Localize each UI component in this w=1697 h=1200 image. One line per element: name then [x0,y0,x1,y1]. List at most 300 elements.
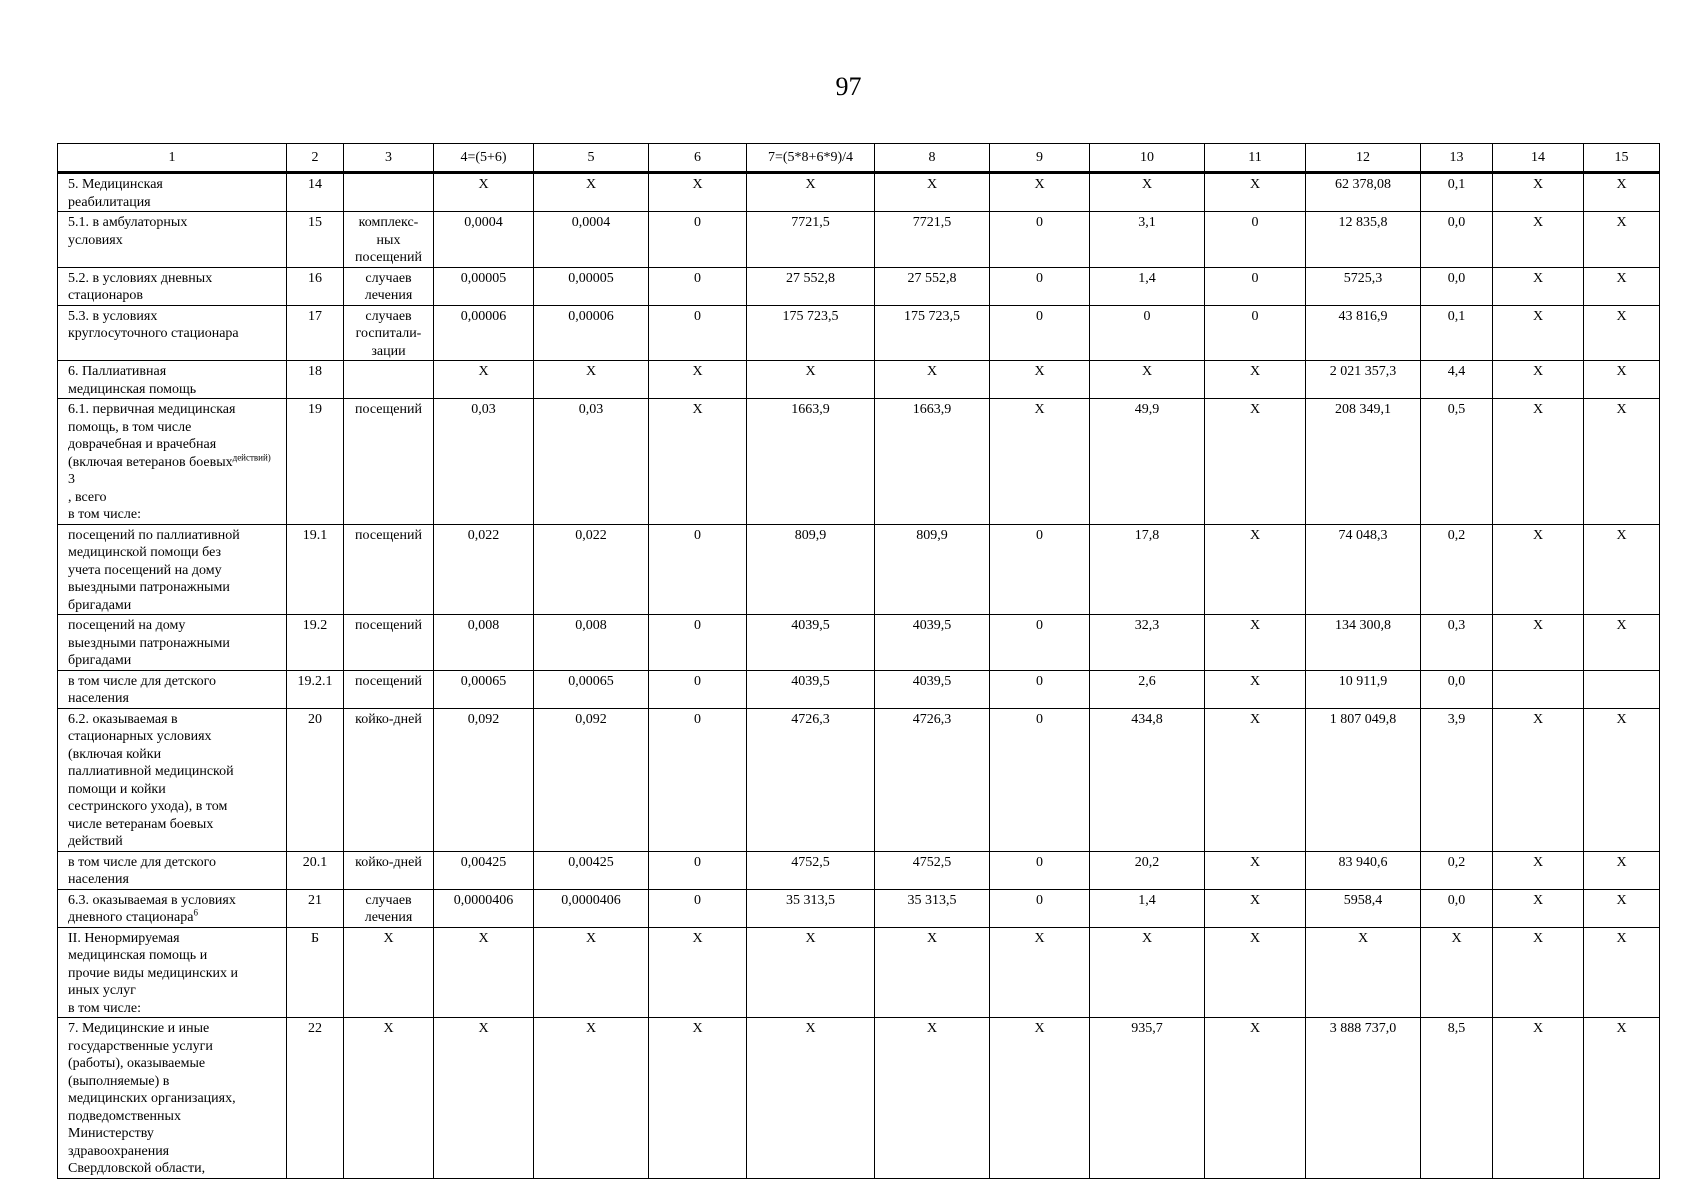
value-cell-c8: 4039,5 [875,615,990,671]
value-cell-c15: X [1584,399,1660,525]
table-row [58,267,1660,305]
row-name [58,889,287,927]
value-cell-c15: X [1584,267,1660,305]
value-cell-c12: 43 816,9 [1306,305,1421,361]
value-cell-c12: 3 888 737,0 [1306,1018,1421,1179]
value-cell-c4: 0,0004 [434,212,534,268]
name-text: посещений на дому [68,618,186,633]
row-code: 19.2.1 [287,670,344,708]
value-cell-c13: 3,9 [1421,708,1493,851]
value-cell-c9: 0 [990,889,1090,927]
unit-text: X [383,930,394,946]
row-code: 19.2 [287,615,344,671]
value-cell-c5: 0,00005 [534,267,649,305]
value-cell-c11: 0 [1205,267,1306,305]
value-cell-c12: 5725,3 [1306,267,1421,305]
value-cell-c8: X [875,361,990,399]
name-text: здравоохранения [68,1143,170,1159]
value-cell-c10: 17,8 [1090,524,1205,615]
value-cell-c15 [1584,670,1660,708]
row-code: 19 [287,399,344,525]
row-unit [344,851,434,889]
value-cell-c14: X [1493,267,1584,305]
value-cell-c11: X [1205,399,1306,525]
value-cell-c5: X [534,173,649,212]
table-row [58,889,1660,927]
row-unit [344,361,434,399]
row-name [58,927,287,1018]
value-cell-c13: 0,0 [1421,889,1493,927]
name-text: 6.1. первичная медицинская [68,402,236,417]
value-cell-c7: 175 723,5 [747,305,875,361]
footnote-mark: 6 [193,907,198,918]
table-row [58,670,1660,708]
value-cell-c7: 809,9 [747,524,875,615]
value-cell-c15: X [1584,361,1660,399]
name-text: 5.2. в условиях дневных [68,270,213,286]
value-cell-c14: X [1493,524,1584,615]
value-cell-c12: 83 940,6 [1306,851,1421,889]
value-cell-c6: X [649,399,747,525]
unit-text: ных [376,232,401,248]
row-unit [344,670,434,708]
value-cell-c10: X [1090,361,1205,399]
unit-text: посещений [355,527,422,543]
value-cell-c15: X [1584,708,1660,851]
value-cell-c7: 7721,5 [747,212,875,268]
value-cell-c9: X [990,927,1090,1018]
value-cell-c13: 0,1 [1421,173,1493,212]
table-row [58,524,1660,615]
data-table [57,143,1660,1179]
header-cell: 13 [1421,144,1493,173]
header-cell: 1 [58,144,287,173]
value-cell-c15: X [1584,212,1660,268]
header-cell: 3 [344,144,434,173]
value-cell-c13: 4,4 [1421,361,1493,399]
value-cell-c7: 35 313,5 [747,889,875,927]
table-body [58,144,1660,1179]
value-cell-c12: 10 911,9 [1306,670,1421,708]
value-cell-c15: X [1584,524,1660,615]
unit-text: койко-дней [355,711,422,727]
name-text: доврачебная и врачебная [68,437,217,452]
value-cell-c13: 0,5 [1421,399,1493,525]
name-text: помощи и койки [68,781,166,797]
value-cell-c11: X [1205,615,1306,671]
name-text: в том числе для детского [68,854,216,870]
value-cell-c7: 1663,9 [747,399,875,525]
row-unit [344,212,434,268]
table-row [58,1018,1660,1179]
value-cell-c9: 0 [990,670,1090,708]
row-unit [344,524,434,615]
row-name [58,524,287,615]
value-cell-c6: 0 [649,524,747,615]
row-name [58,615,287,671]
value-cell-c11: X [1205,173,1306,212]
value-cell-c12: 5958,4 [1306,889,1421,927]
row-code: 18 [287,361,344,399]
value-cell-c12: 1 807 049,8 [1306,708,1421,851]
value-cell-c8: X [875,173,990,212]
value-cell-c10: 935,7 [1090,1018,1205,1179]
value-cell-c15: X [1584,173,1660,212]
header-cell: 4=(5+6) [434,144,534,173]
row-unit [344,615,434,671]
page-number: 97 [835,72,862,101]
header-row [58,144,1660,173]
value-cell-c11: X [1205,851,1306,889]
table-row [58,615,1660,671]
value-cell-c11: X [1205,708,1306,851]
value-cell-c6: 0 [649,305,747,361]
value-cell-c5: 0,0004 [534,212,649,268]
unit-text: посещений [355,673,422,689]
value-cell-c4: X [434,173,534,212]
value-cell-c12: 134 300,8 [1306,615,1421,671]
value-cell-c15: X [1584,305,1660,361]
value-cell-c15: X [1584,1018,1660,1179]
value-cell-c6: X [649,173,747,212]
value-cell-c5: 0,0000406 [534,889,649,927]
value-cell-c8: 809,9 [875,524,990,615]
header-cell: 14 [1493,144,1584,173]
value-cell-c4: 0,00425 [434,851,534,889]
name-text: , всего [68,489,107,505]
name-text: стационарных условиях [68,729,212,744]
value-cell-c7: X [747,927,875,1018]
value-cell-c15: X [1584,889,1660,927]
value-cell-c9: 0 [990,524,1090,615]
header-cell: 11 [1205,144,1306,173]
value-cell-c10: X [1090,173,1205,212]
header-cell: 6 [649,144,747,173]
value-cell-c6: 0 [649,615,747,671]
value-cell-c13: X [1421,927,1493,1018]
unit-text: койко-дней [355,854,422,870]
value-cell-c4: 0,00005 [434,267,534,305]
value-cell-c12: 74 048,3 [1306,524,1421,615]
value-cell-c4: X [434,927,534,1018]
row-unit [344,708,434,851]
value-cell-c11: X [1205,1018,1306,1179]
value-cell-c13: 8,5 [1421,1018,1493,1179]
row-name [58,670,287,708]
name-text: дневного стационара [68,910,194,925]
name-text: населения [68,872,129,887]
value-cell-c11: X [1205,927,1306,1018]
value-cell-c13: 0,2 [1421,851,1493,889]
value-cell-c8: X [875,1018,990,1179]
name-text: медицинская помощь [68,381,197,397]
value-cell-c12: 2 021 357,3 [1306,361,1421,399]
name-text: II. Ненормируемая [68,930,180,946]
value-cell-c13: 0,3 [1421,615,1493,671]
value-cell-c4: 0,0000406 [434,889,534,927]
value-cell-c7: X [747,1018,875,1179]
value-cell-c10: 1,4 [1090,889,1205,927]
name-text: числе ветеранам боевых [68,816,214,832]
name-text: в том числе для детского [68,673,216,689]
name-text: Свердловской области, [68,1161,206,1176]
table-row [58,399,1660,525]
row-name [58,851,287,889]
value-cell-c9: 0 [990,851,1090,889]
name-text: 6. Паллиативная [68,364,167,379]
value-cell-c12: 208 349,1 [1306,399,1421,525]
value-cell-c9: X [990,399,1090,525]
unit-text: случаев [365,270,412,286]
unit-text: X [383,1021,394,1036]
value-cell-c6: X [649,1018,747,1179]
row-code: 20.1 [287,851,344,889]
value-cell-c7: X [747,361,875,399]
row-code: 22 [287,1018,344,1179]
name-text: выездными патронажными [68,635,230,651]
value-cell-c5: 0,008 [534,615,649,671]
name-text: 6.3. оказываемая в условиях [68,892,236,908]
row-name [58,173,287,212]
value-cell-c13: 0,2 [1421,524,1493,615]
name-text: (выполняемые) в [68,1073,170,1089]
row-code: 16 [287,267,344,305]
value-cell-c9: 0 [990,212,1090,268]
header-cell: 5 [534,144,649,173]
value-cell-c14: X [1493,212,1584,268]
value-cell-c8: 4039,5 [875,670,990,708]
unit-text: случаев [365,892,412,908]
row-unit [344,1018,434,1179]
unit-text: посещений [355,250,422,265]
value-cell-c10: 0 [1090,305,1205,361]
name-text: 5.1. в амбулаторных [68,215,188,230]
row-code: 15 [287,212,344,268]
value-cell-c7: 4752,5 [747,851,875,889]
name-text: медицинская помощь и [68,948,208,963]
value-cell-c11: X [1205,670,1306,708]
value-cell-c5: 0,03 [534,399,649,525]
value-cell-c14: X [1493,927,1584,1018]
row-code: 20 [287,708,344,851]
name-text: 7. Медицинские и иные [68,1021,210,1036]
name-text: медицинских организациях, [68,1091,236,1106]
value-cell-c14: X [1493,173,1584,212]
row-unit [344,399,434,525]
name-text: Министерству [68,1126,154,1141]
row-name [58,708,287,851]
value-cell-c9: 0 [990,305,1090,361]
row-unit [344,173,434,212]
value-cell-c6: 0 [649,670,747,708]
value-cell-c15: X [1584,851,1660,889]
row-name [58,399,287,525]
name-text: паллиативной медицинской [68,764,234,779]
name-text: выездными патронажными [68,580,230,595]
name-text: (работы), оказываемые [68,1056,206,1071]
name-text: в том числе: [68,507,141,522]
table-row [58,927,1660,1018]
header-cell: 2 [287,144,344,173]
value-cell-c13: 0,0 [1421,670,1493,708]
header-cell: 15 [1584,144,1660,173]
unit-text: лечения [364,288,413,303]
value-cell-c4: 0,008 [434,615,534,671]
row-code: 19.1 [287,524,344,615]
unit-text: посещений [355,618,422,633]
value-cell-c7: 27 552,8 [747,267,875,305]
name-text: 5.3. в условиях [68,308,158,324]
value-cell-c9: 0 [990,708,1090,851]
value-cell-c10: 20,2 [1090,851,1205,889]
row-code: 21 [287,889,344,927]
value-cell-c10: 1,4 [1090,267,1205,305]
value-cell-c8: 27 552,8 [875,267,990,305]
row-name [58,305,287,361]
value-cell-c7: 4039,5 [747,670,875,708]
value-cell-c12: 12 835,8 [1306,212,1421,268]
value-cell-c14: X [1493,399,1584,525]
value-cell-c5: 0,022 [534,524,649,615]
unit-text: лечения [364,910,413,925]
value-cell-c6: 0 [649,708,747,851]
value-cell-c15: X [1584,615,1660,671]
table-row [58,851,1660,889]
header-cell: 7=(5*8+6*9)/4 [747,144,875,173]
value-cell-c6: X [649,927,747,1018]
name-text: 5. Медицинская [68,177,163,192]
value-cell-c7: 4039,5 [747,615,875,671]
header-cell: 12 [1306,144,1421,173]
value-cell-c8: 4726,3 [875,708,990,851]
name-text: помощь, в том числе [68,419,192,435]
name-text: бригадами [68,653,132,668]
row-code: 17 [287,305,344,361]
value-cell-c4: X [434,361,534,399]
value-cell-c4: X [434,1018,534,1179]
value-cell-c8: 1663,9 [875,399,990,525]
value-cell-c4: 0,03 [434,399,534,525]
row-name [58,212,287,268]
value-cell-c9: 0 [990,267,1090,305]
unit-text: госпитали- [355,326,422,341]
name-text: реабилитация [68,194,151,210]
value-cell-c5: X [534,1018,649,1179]
value-cell-c14: X [1493,615,1584,671]
value-cell-c7: 4726,3 [747,708,875,851]
row-unit [344,267,434,305]
value-cell-c11: X [1205,361,1306,399]
row-code: Б [287,927,344,1018]
table-row [58,173,1660,212]
value-cell-c9: X [990,1018,1090,1179]
value-cell-c14 [1493,670,1584,708]
value-cell-c9: X [990,361,1090,399]
value-cell-c13: 0,0 [1421,212,1493,268]
name-text: посещений по паллиативной [68,527,240,543]
value-cell-c13: 0,1 [1421,305,1493,361]
value-cell-c5: 0,00006 [534,305,649,361]
name-text: стационаров [68,288,144,303]
value-cell-c6: 0 [649,267,747,305]
value-cell-c5: 0,00425 [534,851,649,889]
value-cell-c10: 3,1 [1090,212,1205,268]
value-cell-c9: 0 [990,615,1090,671]
value-cell-c14: X [1493,851,1584,889]
value-cell-c12: 62 378,08 [1306,173,1421,212]
unit-text: комплекс- [358,215,419,230]
unit-text: случаев [365,308,412,324]
name-text: 6.2. оказываемая в [68,711,178,727]
value-cell-c8: 4752,5 [875,851,990,889]
table-row [58,305,1660,361]
name-text: бригадами [68,597,132,613]
header-cell: 8 [875,144,990,173]
value-cell-c5: 0,092 [534,708,649,851]
value-cell-c10: 32,3 [1090,615,1205,671]
value-cell-c12: X [1306,927,1421,1018]
value-cell-c6: 0 [649,851,747,889]
row-code: 14 [287,173,344,212]
name-text: подведомственных [68,1108,181,1124]
table-row [58,708,1660,851]
value-cell-c14: X [1493,305,1584,361]
row-unit [344,889,434,927]
unit-text: зации [371,343,406,359]
value-cell-c15: X [1584,927,1660,1018]
value-cell-c10: 49,9 [1090,399,1205,525]
footnote-mark: действий) [232,451,271,462]
value-cell-c13: 0,0 [1421,267,1493,305]
value-cell-c7: X [747,173,875,212]
name-text: условиях [68,232,123,248]
row-name [58,361,287,399]
value-cell-c4: 0,022 [434,524,534,615]
name-text: (включая койки [68,746,162,762]
value-cell-c11: X [1205,524,1306,615]
value-cell-c8: X [875,927,990,1018]
value-cell-c5: X [534,927,649,1018]
unit-text: посещений [355,402,422,417]
value-cell-c14: X [1493,361,1584,399]
value-cell-c8: 35 313,5 [875,889,990,927]
value-cell-c14: X [1493,708,1584,851]
value-cell-c14: X [1493,889,1584,927]
value-cell-c6: X [649,361,747,399]
name-text: действий [68,834,123,849]
row-name [58,1018,287,1179]
row-unit [344,305,434,361]
table-row [58,361,1660,399]
row-name [58,267,287,305]
value-cell-c5: 0,00065 [534,670,649,708]
name-text: в том числе: [68,1000,141,1016]
value-cell-c9: X [990,173,1090,212]
name-text: прочие виды медицинских и [68,965,238,981]
value-cell-c11: 0 [1205,305,1306,361]
value-cell-c14: X [1493,1018,1584,1179]
value-cell-c10: 434,8 [1090,708,1205,851]
value-cell-c4: 0,092 [434,708,534,851]
row-unit [344,927,434,1018]
value-cell-c4: 0,00065 [434,670,534,708]
table-row [58,212,1660,268]
value-cell-c11: 0 [1205,212,1306,268]
name-text: круглосуточного стационара [68,326,239,341]
value-cell-c6: 0 [649,212,747,268]
name-text: учета посещений на дому [68,562,222,578]
value-cell-c5: X [534,361,649,399]
